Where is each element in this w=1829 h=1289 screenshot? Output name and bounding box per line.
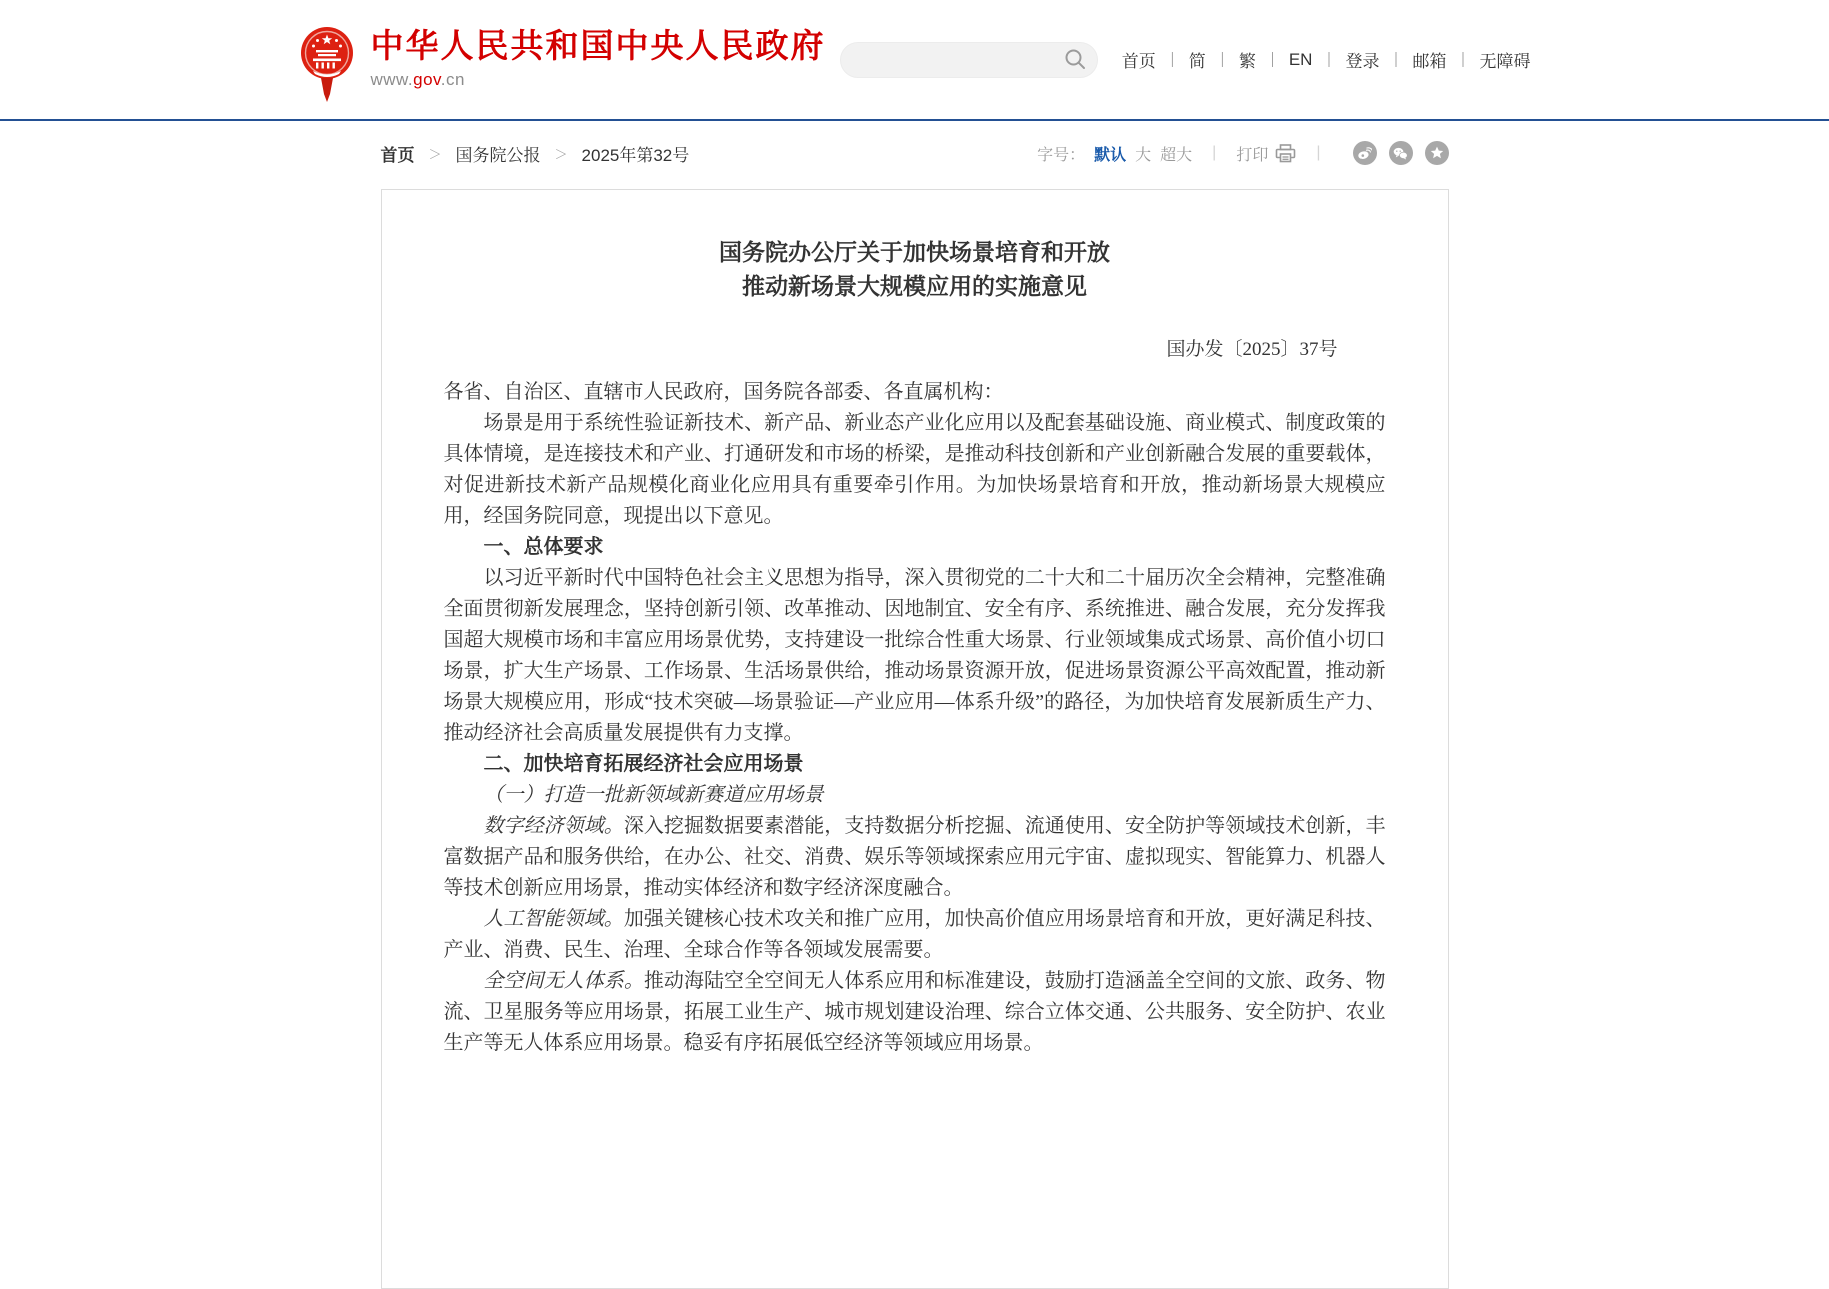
weibo-icon[interactable] [1353,141,1377,165]
breadcrumb-separator-icon: ＞ [554,146,568,162]
document-paragraph-5: 二、加快培育拓展经济社会应用场景 [483,753,804,775]
font-size-options [1085,142,1192,165]
document-body [444,377,1386,1059]
search-icon[interactable] [1064,48,1087,71]
nav-item-2[interactable]: 简 [1188,52,1206,71]
document-title-line2: 推动新场景大规模应用的实施意见 [742,274,1087,299]
national-emblem-icon [299,26,355,104]
site-logo[interactable] [299,16,826,104]
nav-item-3[interactable]: 繁 [1238,52,1256,71]
document-paragraph-3: 一、总体要求 [483,536,604,558]
paragraph-lead: 数字经济领域。 [483,815,624,837]
search-input[interactable] [857,46,1061,74]
nav-separator: ｜ [1321,52,1337,69]
nav-item-4[interactable]: EN [1288,49,1313,69]
brand-block [370,26,826,91]
wechat-icon[interactable] [1389,141,1413,165]
nav-item-7[interactable]: 无障碍 [1479,52,1531,71]
breadcrumb-item-1[interactable]: 首页 [380,145,415,165]
toolbar-divider: | [1316,144,1321,161]
nav-separator: ｜ [1264,52,1280,69]
font-size-option-2[interactable]: 大 [1135,146,1152,164]
breadcrumb-item-2[interactable]: 国务院公报 [455,145,541,165]
site-url: www.gov.cn [370,70,465,90]
site-title: 中华人民共和国中央人民政府 [370,26,826,64]
nav-item-6[interactable]: 邮箱 [1412,52,1447,71]
breadcrumb-toolbar-row [381,138,1449,168]
document-title-line1: 国务院办公厅关于加快场景培育和开放 [719,240,1110,265]
paragraph-lead: 全空间无人体系。 [483,970,644,992]
top-nav [1122,47,1531,72]
share-buttons [1341,141,1449,165]
document-number: 国办发〔2025〕37号 [1166,339,1338,360]
document-paragraph-1: 各省、自治区、直辖市人民政府，国务院各部委、各直属机构： [443,381,1004,403]
nav-separator: ｜ [1214,52,1230,69]
font-size-option-3[interactable]: 超大 [1160,146,1193,164]
paragraph-lead: 人工智能领域。 [483,908,624,930]
print-label: 打印 [1236,146,1269,164]
document-paragraph-6: （一）打造一批新领域新赛道应用场景 [483,784,824,806]
site-header [0,0,1829,121]
printer-icon [1275,144,1296,163]
document-paragraph-4: 以习近平新时代中国特色社会主义思想为指导，深入贯彻党的二十大和二十届历次全会精神，完整准确全面贯彻新发展理念，坚持创新引领、改革推动、因地制宜、安全有序、系统推进、融合发展，充分发挥我国超大规模市场和丰富应用场景优势，支持建设一批综合性重大场景、行业领域集成式场景、高价值小切口场景，扩大生产场景、工作场景、生活场景供给，推动场景资源开放，促进场景资源公平高效配置，推动新场景大规模应用，形成“技术突破—场景验证—产业应用—体系升级”的路径，为加快培育发展新质生产力、推动经济社会高质量发展提供有力支撑。 [443,567,1386,744]
nav-item-5[interactable]: 登录 [1345,52,1380,71]
toolbar-divider: | [1212,144,1217,161]
document-paragraph-8: 人工智能领域。加强关键核心技术攻关和推广应用，加快高价值应用场景培育和开放，更好满足科技、产业、消费、民生、治理、全球合作等各领域发展需要。 [443,908,1386,961]
font-size-label: 字号： [1037,146,1086,164]
document-paragraph-7: 数字经济领域。深入挖掘数据要素潜能，支持数据分析挖掘、流通使用、安全防护等领域技术创新，丰富数据产品和服务供给，在办公、社交、消费、娱乐等领域探索应用元宇宙、虚拟现实、智能算力、机器人等技术创新应用场景，推动实体经济和数字经济深度融合。 [443,815,1386,899]
document-paragraph-2: 场景是用于系统性验证新技术、新产品、新业态产业化应用以及配套基础设施、商业模式、制度政策的具体情境，是连接技术和产业、打通研发和市场的桥梁，是推动科技创新和产业创新融合发展的重要载体，对促进新技术新产品规模化商业化应用具有重要牵引作用。为加快场景培育和开放，推动新场景大规模应用，经国务院同意，现提出以下意见。 [443,412,1386,527]
font-size-option-1[interactable]: 默认 [1094,146,1127,164]
search-box [840,42,1098,78]
nav-separator: ｜ [1388,52,1404,69]
nav-separator: ｜ [1164,52,1180,69]
breadcrumb-item-3[interactable]: 2025年第32号 [581,145,690,165]
breadcrumb [381,141,690,166]
nav-item-1[interactable]: 首页 [1121,52,1156,71]
nav-separator: ｜ [1455,52,1471,69]
breadcrumb-separator-icon: ＞ [428,146,442,162]
document-paragraph-9: 全空间无人体系。推动海陆空全空间无人体系应用和标准建设，鼓励打造涵盖全空间的文旅、政务、物流、卫星服务等应用场景，拓展工业生产、城市规划建设治理、综合立体交通、公共服务、安全防护、农业生产等无人体系应用场景。稳妥有序拓展低空经济等领域应用场景。 [443,970,1386,1054]
page-toolbar [1037,141,1448,165]
document-card [381,189,1449,1289]
print-button[interactable] [1236,142,1296,165]
favorite-star-icon[interactable] [1425,141,1449,165]
document-title [444,236,1386,304]
